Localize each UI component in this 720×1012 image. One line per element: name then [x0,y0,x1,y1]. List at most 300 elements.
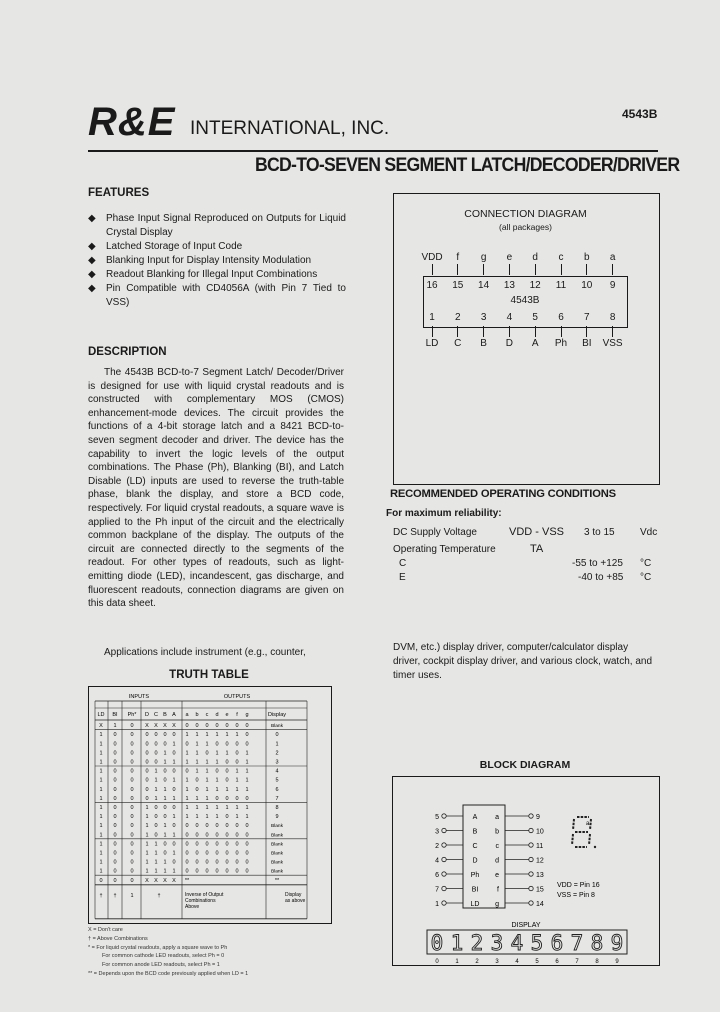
truth-table-cell: 1 [163,786,167,793]
company-name: INTERNATIONAL, INC. [190,118,390,139]
pin-lead [457,326,458,337]
truth-table-cell: 1 [145,841,149,848]
truth-table-cell: 0 [130,805,134,811]
truth-table-cell: 0 [113,814,117,821]
truth-table-cell: 1 [195,750,199,757]
footnote: ** = Depends upon the BCD code previously applied when LD = 1 [88,970,249,977]
truth-table-cell: 1 [205,786,209,793]
bullet-diamond-icon: ◆ [88,255,96,266]
truth-table-cell: 1 [185,732,189,739]
bullet-diamond-icon: ◆ [88,283,96,294]
truth-table-cell: 0 [172,768,176,775]
truth-table-cell: 0 [245,868,249,875]
ic-label: 4543B [510,295,540,306]
digit-caption: 9 [615,959,619,965]
truth-table-cell: 1 [99,841,103,848]
footnote: X = Don't care [88,927,123,933]
truth-table-cell: 1 [172,868,176,875]
footnote: For common cathode LED readouts, select Ph = 0 [102,953,225,960]
truth-table-cell: 1 [235,777,239,784]
connection-diagram-subtitle: (all packages) [499,222,552,232]
pin-label-bottom: VSS [602,338,623,349]
truth-table-cell: 1 [275,741,279,748]
truth-table-cell: 0 [205,750,209,757]
block-diagram [393,777,659,965]
truth-table-cell: X [163,877,167,884]
truth-table-cell: 0 [130,814,134,821]
truth-table-cell: 0 [163,768,167,775]
display-digit: 9 [610,931,624,955]
digit-caption: 4 [515,959,519,965]
truth-table-cell: 0 [113,832,117,839]
truth-table-cell: 0 [163,741,167,748]
power-vdd: VDD = Pin 16 [557,882,600,889]
applications-text: Applications include instrument (e.g., counter, [104,647,306,658]
output-segment-name: d [495,857,499,865]
digit-caption: 5 [535,959,539,965]
truth-table-cell: 0 [130,723,134,730]
truth-table-cell: 0 [245,841,249,848]
truth-table-cell: 0 [225,868,229,875]
truth-table-cell: 9 [275,814,279,821]
input-name: Ph [470,872,480,879]
truth-table-cell: 0 [235,741,239,748]
truth-table-cell: 1 [185,759,189,766]
truth-table-cell: 0 [145,732,149,739]
truth-table-cell: 1 [185,750,189,757]
truth-table-cell: 1 [245,768,249,775]
pin-label-top: c [558,252,564,263]
supply-voltage-symbol: VDD - VSS [509,526,565,538]
outputs-group-header: OUTPUTS [223,694,251,700]
truth-table-cell: 0 [245,723,249,730]
truth-table-cell: 1 [172,814,176,821]
truth-table-cell: 1 [99,777,103,784]
truth-table-cell: 1 [145,850,149,857]
truth-table-cell: 1 [245,786,249,793]
truth-table-cell: Blank [271,869,283,875]
truth-table-cell: 0 [113,795,117,802]
truth-table-cell: 0 [205,823,209,830]
truth-table-box [88,686,332,924]
output-pin-number: 15 [536,886,544,894]
truth-table-cell: Blank [271,842,283,848]
truth-table-cell: 0 [113,805,117,811]
truth-table-cell: 0 [145,768,149,775]
truth-table-cell: 0 [113,777,117,784]
output-terminal [529,901,533,905]
bullet-diamond-icon: ◆ [88,269,96,280]
column-header: D [145,712,149,718]
feature-item [88,212,346,240]
truth-table-cell: 0 [235,850,239,857]
pin-lead [535,326,536,337]
truth-table-cell: 1 [163,795,167,802]
truth-table-cell: 0 [225,841,229,848]
pin-number-top: 9 [609,280,616,291]
truth-table-cell: 0 [172,732,176,739]
feature-item [88,240,346,254]
truth-table-cell: † [157,892,161,899]
pin-label-top: b [584,252,590,263]
truth-table-cell: 0 [145,795,149,802]
truth-table-cell: 0 [154,741,158,748]
truth-table-cell: 0 [215,850,219,857]
truth-table-cell: 0 [205,850,209,857]
truth-table-cell: 1 [154,868,158,875]
truth-table-cell: Blank [271,851,283,857]
pin-label-top: e [506,252,513,263]
temperature-symbol: TA [530,543,544,555]
segment-b [590,819,591,830]
truth-table-cell: 0 [225,859,229,866]
truth-table-cell: 1 [245,814,249,821]
truth-table-cell: X [154,877,158,884]
truth-table-cell: 1 [113,723,117,730]
truth-table-cell: 1 [225,750,229,757]
truth-table-cell: 0 [154,732,158,739]
pin-number-top: 16 [426,280,438,291]
feature-text: Latched Storage of Input Code [106,241,243,252]
truth-table-cell: 1 [215,805,219,811]
truth-table-cell: 0 [235,795,239,802]
feature-text: Blanking Input for Display Intensity Modulation [106,255,312,266]
truth-table-cell: 0 [130,832,134,839]
truth-table-cell: 0 [215,823,219,830]
truth-table-cell: 0 [130,859,134,866]
pin-number-bottom: 7 [584,312,590,323]
pin-lead [561,326,562,337]
truth-table-cell: 0 [205,859,209,866]
pin-number-bottom: 5 [532,312,538,323]
applications-continued: DVM, etc.) display driver, computer/calculator display driver, cockpit display driver, and various clock, watch, and timer uses. [393,642,653,681]
input-name: C [472,843,478,850]
truth-table-title: TRUTH TABLE [169,669,249,681]
truth-table-cell: 0 [113,786,117,793]
truth-table-cell: 1 [172,777,176,784]
truth-table-cell: 6 [275,786,279,793]
truth-table-cell: 8 [275,805,279,811]
truth-table-cell: 1 [245,777,249,784]
input-name: A [472,814,478,821]
input-terminal [442,843,446,847]
segment-f [573,819,574,830]
truth-table-cell: 0 [205,723,209,730]
truth-table-cell: 0 [195,841,199,848]
truth-table-cell: 0 [235,859,239,866]
pin-label-top: g [480,252,487,263]
truth-table-cell: 0 [195,850,199,857]
supply-voltage-unit: Vdc [640,527,658,538]
input-pin-number: 7 [435,886,439,894]
truth-table-cell: 0 [235,750,239,757]
truth-table-cell: 0 [225,823,229,830]
truth-table-cell: 0 [130,741,134,748]
truth-table-cell: 1 [245,759,249,766]
truth-table-cell: 0 [113,850,117,857]
pin-lead [432,264,433,275]
truth-table-cell: 1 [99,805,103,811]
truth-table-cell: 0 [245,795,249,802]
digit-caption: 6 [555,959,559,965]
truth-table-cell: 1 [154,777,158,784]
truth-table-cell: 1 [145,868,149,875]
features-list [88,212,346,310]
truth-table-cell: 1 [195,814,199,821]
pin-number-bottom: 8 [609,312,616,323]
truth-table-cell: 1 [195,732,199,739]
pin-number-bottom: 1 [429,312,435,323]
output-terminal [529,828,533,832]
truth-table-cell: 0 [195,868,199,875]
output-pin-number: 10 [536,828,544,836]
part-number: 4543B [622,107,658,121]
truth-table-cell: ** [184,877,190,884]
pin-lead [612,264,613,275]
grade-c-unit: °C [640,558,652,569]
truth-table-cell: 0 [130,877,134,884]
truth-table-cell: 0 [113,877,117,884]
truth-table-cell: 5 [275,777,279,784]
truth-table-cell: 0 [245,859,249,866]
output-pin-number: 9 [536,814,540,821]
truth-table-cell: 1 [145,823,149,830]
truth-table-cell: 0 [113,741,117,748]
truth-table-cell: 1 [99,750,103,757]
truth-table-footnotes [88,926,248,979]
truth-table-cell: 3 [275,759,279,766]
display-note: as above [285,897,306,904]
truth-table-cell: 0 [172,805,176,811]
truth-table-cell: 0 [195,823,199,830]
truth-table-cell: 1 [154,768,158,775]
truth-table-cell: 0 [145,750,149,757]
supply-voltage-label: DC Supply Voltage [393,527,477,538]
truth-table-cell: 4 [275,768,279,775]
truth-table-cell: 0 [225,741,229,748]
truth-table-cell: 1 [185,777,189,784]
truth-table-cell: 1 [99,795,103,802]
grade-e-unit: °C [640,572,652,583]
truth-table-cell: X [145,723,149,730]
truth-table-cell: X [99,723,103,730]
truth-table-cell: 0 [185,841,189,848]
truth-table-cell: 1 [163,868,167,875]
display-digit: 0 [430,931,444,955]
footnote: † = Above Combinations [88,935,148,942]
truth-table-cell: X [154,723,158,730]
truth-table-cell: 0 [163,841,167,848]
input-name: B [472,828,478,836]
truth-table-cell: 0 [245,832,249,839]
truth-table-cell: 0 [163,777,167,784]
inputs-group-header: INPUTS [128,694,150,700]
truth-table-cell: 0 [185,723,189,730]
feature-item [88,268,346,282]
column-header: A [172,712,176,718]
input-terminal [442,872,446,876]
truth-table-cell: 1 [163,759,167,766]
truth-table-cell: 1 [215,786,219,793]
feature-text: Phase Input Signal Reproduced on Outputs for Liquid Crystal Display [106,213,346,238]
truth-table-cell: 0 [225,795,229,802]
feature-text: Pin Compatible with CD4056A (with Pin 7 Tied to VSS) [106,283,346,308]
truth-table-cell: 1 [99,814,103,821]
truth-table-cell: 1 [215,750,219,757]
pin-lead [535,264,536,275]
truth-table-cell: 1 [195,759,199,766]
truth-table-cell: 1 [154,859,158,866]
segment-c [589,834,590,845]
truth-table-cell: 0 [225,768,229,775]
display-digit: 1 [450,931,464,955]
pin-number-top: 12 [529,280,541,291]
truth-table-cell: 1 [185,786,189,793]
input-pin-number: 2 [435,843,439,850]
truth-table-cell: 1 [99,786,103,793]
truth-table-cell: 0 [215,841,219,848]
truth-table-cell: 1 [154,850,158,857]
output-segment-name: a [495,814,499,821]
truth-table [89,687,331,923]
input-terminal [442,828,446,832]
truth-table-cell: 0 [185,741,189,748]
truth-table-cell: 1 [99,850,103,857]
truth-table-cell: 1 [154,786,158,793]
truth-table-cell: 1 [215,732,219,739]
truth-table-cell: † [113,892,117,899]
truth-table-cell: 0 [225,850,229,857]
truth-table-cell: 1 [172,741,176,748]
truth-table-cell: 0 [163,814,167,821]
pin-label-bottom: Ph [554,338,568,349]
bullet-diamond-icon: ◆ [88,241,96,252]
truth-table-cell: 1 [235,732,239,739]
pin-label-bottom: A [531,338,539,349]
truth-table-cell: 0 [172,823,176,830]
truth-table-cell: 1 [205,741,209,748]
truth-table-cell: 0 [130,868,134,875]
grade-c: C [399,558,407,569]
digit-caption: 8 [595,959,599,965]
input-name: LD [470,901,480,908]
grade-e-range: -40 to +85 [578,572,624,583]
pin-label-bottom: LD [425,338,439,349]
input-pin-number: 3 [435,828,439,836]
description-heading: DESCRIPTION [88,346,167,358]
truth-table-cell: 1 [225,786,229,793]
display-digit: 8 [590,931,604,955]
pin-lead [457,264,458,275]
truth-table-cell: 0 [275,732,279,739]
segment-e [572,834,573,845]
output-pin-number: 14 [536,901,544,908]
truth-table-cell: 0 [215,741,219,748]
pin-number-top: 14 [478,280,490,291]
pin-label-bottom: B [480,338,487,349]
truth-table-cell: 0 [172,786,176,793]
truth-table-cell: 0 [185,832,189,839]
truth-table-cell: 1 [185,805,189,811]
truth-table-cell: 0 [113,841,117,848]
pin-lead [561,264,562,275]
operating-conditions-subheading: For maximum reliability: [386,508,502,519]
output-terminal [529,857,533,861]
inverse-note: Combinations [185,897,216,904]
truth-table-cell: 0 [215,795,219,802]
truth-table-cell: Blank [271,860,283,866]
input-terminal [442,901,446,905]
block-diagram-box [392,776,660,966]
truth-table-cell: Blank [271,824,283,830]
truth-table-cell: 1 [205,759,209,766]
truth-table-cell: 0 [225,723,229,730]
truth-table-cell: 1 [195,795,199,802]
truth-table-cell: 0 [245,732,249,739]
truth-table-cell: 1 [185,814,189,821]
truth-table-cell: 0 [215,832,219,839]
truth-table-cell: X [163,723,167,730]
truth-table-cell: 0 [185,868,189,875]
truth-table-cell: 1 [99,759,103,766]
truth-table-cell: 1 [205,732,209,739]
truth-table-cell: 0 [154,814,158,821]
block-diagram-title: BLOCK DIAGRAM [479,759,571,771]
truth-table-cell: 0 [145,786,149,793]
truth-table-cell: 0 [113,823,117,830]
truth-table-cell: 0 [235,723,239,730]
input-terminal [442,857,446,861]
truth-table-cell: 1 [99,741,103,748]
display-digit: 3 [490,931,504,955]
truth-table-cell: X [145,877,149,884]
pin-label-top: VDD [421,252,443,263]
truth-table-cell: 1 [215,777,219,784]
truth-table-cell: 0 [235,841,239,848]
truth-table-cell: 0 [163,805,167,811]
truth-table-cell: 0 [172,841,176,848]
column-header: f [236,712,238,718]
pin-number-top: 13 [503,280,515,291]
truth-table-cell: 1 [145,859,149,866]
truth-table-cell: 1 [145,832,149,839]
truth-table-cell: 1 [185,795,189,802]
truth-table-cell: 0 [195,786,199,793]
features-heading: FEATURES [88,187,150,199]
truth-table-cell: 0 [154,823,158,830]
truth-table-cell: 0 [235,868,239,875]
truth-table-cell: 0 [145,741,149,748]
truth-table-cell: 1 [195,805,199,811]
input-terminal [442,886,446,890]
display-digit: 5 [530,931,544,955]
pin-label-bottom: C [454,338,462,349]
output-segment-name: b [495,828,499,836]
truth-table-cell: 0 [215,768,219,775]
truth-table-cell: 0 [130,823,134,830]
truth-table-cell: 0 [215,859,219,866]
pin-lead [612,326,613,337]
truth-table-cell: 1 [172,795,176,802]
column-header: g [245,712,249,718]
truth-table-cell: 0 [195,859,199,866]
truth-table-cell: 1 [205,814,209,821]
column-header: b [195,712,199,718]
truth-table-cell: 0 [145,759,149,766]
truth-table-cell: 0 [130,768,134,775]
truth-table-cell: 0 [195,723,199,730]
truth-table-cell: X [172,877,176,884]
